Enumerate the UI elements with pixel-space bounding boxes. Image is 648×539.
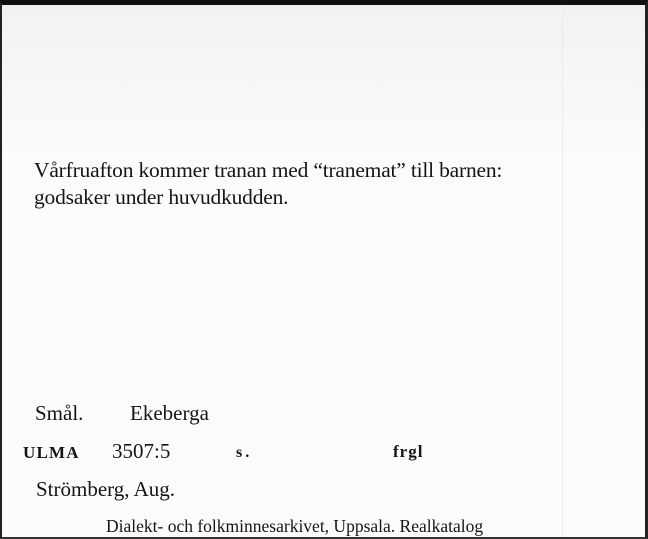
card-text-line: godsaker under huvudkudden. bbox=[34, 185, 289, 209]
collector-name: Strömberg, Aug. bbox=[36, 477, 176, 501]
card-text-line: Vårfruafton kommer tranan med “tranemat” till barnen: bbox=[34, 158, 503, 182]
card-main-text bbox=[34, 157, 634, 211]
record-number: 3507:5 bbox=[112, 439, 171, 463]
region-label: Smål. bbox=[35, 401, 84, 425]
place-name: Ekeberga bbox=[130, 401, 209, 425]
archive-code: ULMA bbox=[23, 443, 80, 462]
paper-shading bbox=[2, 5, 645, 155]
classification-code-s: s. bbox=[236, 444, 253, 461]
paper-crease bbox=[562, 5, 563, 537]
classification-code-frgl: frgl bbox=[393, 442, 424, 461]
archive-footer: Dialekt- och folkminnesarkivet, Uppsala. Realkatalog bbox=[106, 516, 484, 536]
